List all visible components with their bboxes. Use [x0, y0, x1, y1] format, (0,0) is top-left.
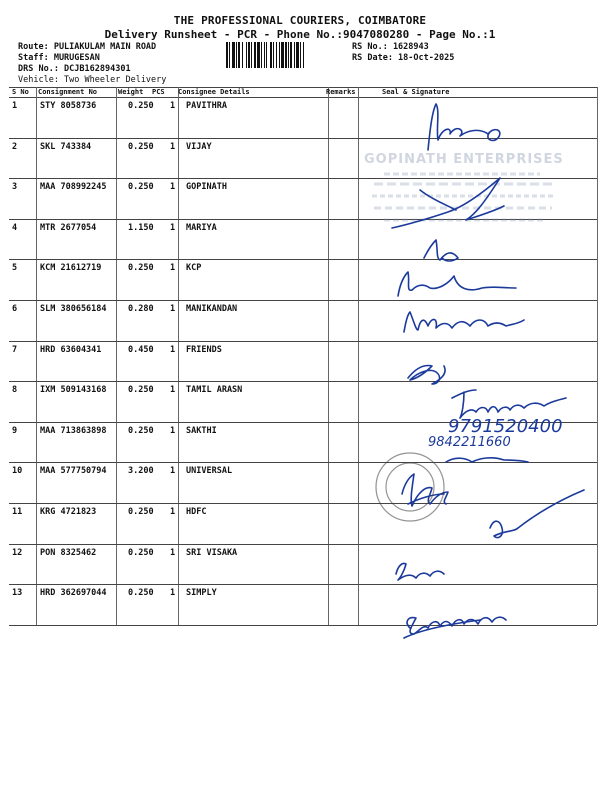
cell-consignment-no: MTR 2677054	[40, 222, 97, 233]
staff-label: Staff: MURUGESAN	[18, 53, 100, 63]
cell-consignment-no: IXM 509143168	[40, 385, 107, 396]
col-header-weight: Weight	[118, 88, 144, 96]
cell-consignment-no: HRD 63604341	[40, 344, 102, 355]
barcode	[226, 42, 346, 68]
cell-sno: 13	[12, 588, 23, 599]
row-divider	[9, 138, 597, 139]
table-top-border	[9, 87, 597, 88]
cell-pcs: 1	[170, 263, 176, 274]
cell-weight: 0.280	[128, 304, 154, 314]
cell-consignee: MARIYA	[186, 222, 217, 233]
col-header-consignment: Consignment No	[38, 88, 98, 96]
cell-consignee: SIMPLY	[186, 588, 217, 599]
cell-consignee: UNIVERSAL	[186, 466, 233, 477]
cell-pcs: 1	[170, 304, 176, 314]
cell-weight: 0.250	[128, 507, 154, 517]
cell-consignee: GOPINATH	[186, 182, 227, 193]
cell-consignment-no: STY 8058736	[40, 101, 97, 111]
cell-weight: 0.250	[128, 101, 154, 111]
cell-consignment-no: MAA 713863898	[40, 425, 107, 436]
col-header-sno: S No	[12, 88, 29, 96]
cell-pcs: 1	[170, 547, 176, 558]
cell-weight: 0.250	[128, 547, 154, 558]
cell-weight: 0.250	[128, 385, 154, 396]
cell-consignment-no: MAA 708992245	[40, 182, 107, 193]
cell-pcs: 1	[170, 101, 176, 111]
cell-pcs: 1	[170, 344, 176, 355]
cell-pcs: 1	[170, 222, 176, 233]
cell-consignment-no: HRD 362697044	[40, 588, 107, 599]
cell-sno: 1	[12, 101, 18, 111]
cell-pcs: 1	[170, 588, 176, 599]
row-divider	[9, 341, 597, 342]
cell-consignment-no: SKL 743384	[40, 141, 92, 152]
cell-weight: 1.150	[128, 222, 154, 233]
cell-weight: 0.250	[128, 182, 154, 193]
column-divider	[597, 87, 598, 625]
cell-consignee: KCP	[186, 263, 202, 274]
company-stamp	[364, 150, 564, 236]
cell-sno: 4	[12, 222, 18, 233]
row-divider	[9, 300, 597, 301]
row-divider	[9, 462, 597, 463]
col-header-pcs: PCS	[152, 88, 165, 96]
row-divider	[9, 503, 597, 504]
cell-pcs: 1	[170, 466, 176, 477]
stamp-faint-lines	[364, 150, 564, 236]
cell-consignee: SAKTHI	[186, 425, 217, 436]
cell-sno: 9	[12, 425, 18, 436]
handwritten-phone-a: 9791520400	[448, 416, 563, 437]
cell-sno: 5	[12, 263, 18, 274]
cell-consignee: HDFC	[186, 507, 207, 517]
drs-number: DRS No.: DCJB162894301	[18, 64, 131, 74]
cell-consignee: PAVITHRA	[186, 101, 227, 111]
cell-sno: 11	[12, 507, 23, 517]
cell-weight: 0.250	[128, 141, 154, 152]
row-divider	[9, 625, 597, 626]
cell-weight: 0.450	[128, 344, 154, 355]
cell-consignment-no: MAA 577750794	[40, 466, 107, 477]
cell-pcs: 1	[170, 141, 176, 152]
cell-sno: 3	[12, 182, 18, 193]
row-divider	[9, 422, 597, 423]
cell-consignee: SRI VISAKA	[186, 547, 238, 558]
cell-sno: 8	[12, 385, 18, 396]
cell-consignment-no: PON 8325462	[40, 547, 97, 558]
cell-consignment-no: KRG 4721823	[40, 507, 97, 517]
cell-sno: 2	[12, 141, 18, 152]
vehicle-label: Vehicle: Two Wheeler Delivery	[18, 75, 167, 85]
stamp-name: GOPINATH ENTERPRISES	[364, 152, 564, 167]
cell-pcs: 1	[170, 182, 176, 193]
route-label: Route: PULIAKULAM MAIN ROAD	[18, 42, 157, 52]
cell-weight: 0.250	[128, 263, 154, 274]
rs-number: RS No.: 1628943	[352, 42, 429, 52]
cell-consignment-no: SLM 380656184	[40, 304, 107, 314]
runsheet-subtitle: Delivery Runsheet - PCR - Phone No.:9047080280 - Page No.:1	[104, 28, 496, 41]
cell-consignee: TAMIL ARASN	[186, 385, 243, 396]
company-title: THE PROFESSIONAL COURIERS, COIMBATORE	[173, 14, 427, 27]
cell-weight: 0.250	[128, 425, 154, 436]
table-header-divider	[9, 97, 597, 98]
cell-consignment-no: KCM 21612719	[40, 263, 102, 274]
cell-pcs: 1	[170, 385, 176, 396]
cell-pcs: 1	[170, 507, 176, 517]
cell-consignee: VIJAY	[186, 141, 212, 152]
handwritten-phone-b: 9842211660	[428, 435, 511, 450]
row-divider	[9, 584, 597, 585]
cell-consignee: FRIENDS	[186, 344, 222, 355]
col-header-remarks: Remarks	[326, 88, 356, 96]
cell-sno: 6	[12, 304, 18, 314]
row-divider	[9, 544, 597, 545]
cell-weight: 0.250	[128, 588, 154, 599]
row-divider	[9, 381, 597, 382]
col-header-seal-signature: Seal & Signature	[382, 88, 450, 96]
cell-sno: 10	[12, 466, 23, 477]
cell-consignee: MANIKANDAN	[186, 304, 238, 314]
col-header-consignee: Consignee Details	[178, 88, 250, 96]
rs-date: RS Date: 18-Oct-2025	[352, 53, 455, 63]
cell-weight: 3.200	[128, 466, 154, 477]
cell-pcs: 1	[170, 425, 176, 436]
row-divider	[9, 259, 597, 260]
cell-sno: 7	[12, 344, 18, 355]
cell-sno: 12	[12, 547, 23, 558]
